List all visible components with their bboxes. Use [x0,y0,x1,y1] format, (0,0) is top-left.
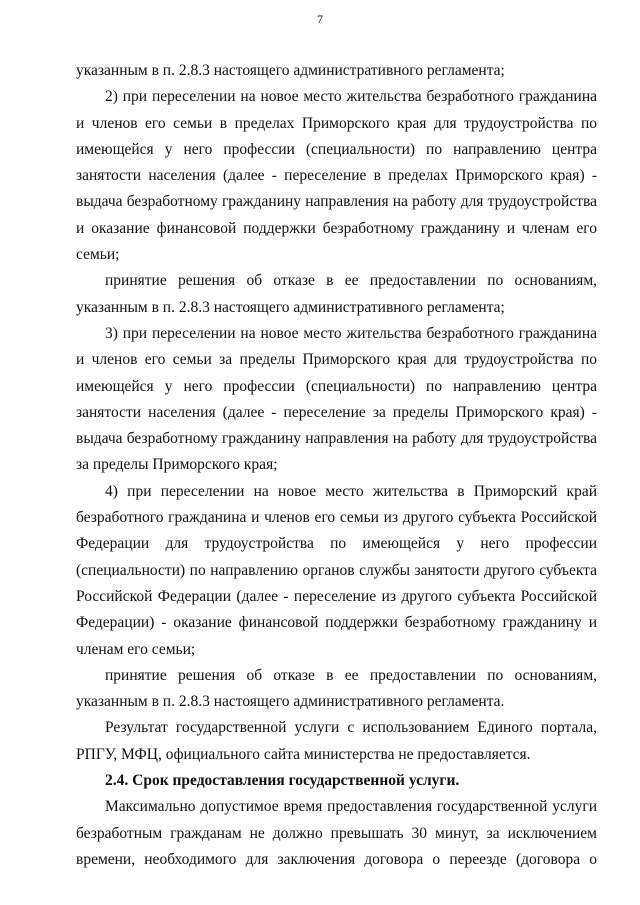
section-heading-2-4: 2.4. Срок предоставления государственной услуги. [105,772,460,790]
document-body [76,58,597,873]
paragraph-item-3: 3) при переселении на новое место жительства безработного гражданина и членов его семьи за пределы Приморского края для трудоустройства по имеющейся у него профессии (специальности) по направлению центра занятости населения (далее - переселение за пределы Приморского края) - выдача безработному гражданину направления на работу для трудоустройства за пределы Приморского края; [76,324,597,474]
paragraph-max-time: Максимально допустимое время предоставления государственной услуги безработным гражданам не должно превышать 30 минут, за исключением времени, необходимого для заключения договора о переезде (договора о [76,798,597,868]
paragraph-item-4: 4) при переселении на новое место жительства в Приморский край безработного гражданина и членов его семьи из другого субъекта Российской Федерации для трудоустройства по имеющейся у него профессии (специальности) по направлению органов службы занятости другого субъекта Российской Федерации (далее - переселение из другого субъекта Российской Федерации) - оказание финансовой поддержки безработному гражданину и членам его семьи; [76,482,597,658]
paragraph-refusal-1: принятие решения об отказе в ее предоставлении по основаниям, указанным в п. 2.8.3 настоящего административного регламента; [76,272,597,316]
paragraph-refusal-2: принятие решения об отказе в ее предоставлении по основаниям, указанным в п. 2.8.3 настоящего административного регламента. [76,666,597,711]
paragraph-continuation: указанным в п. 2.8.3 настоящего административного регламента; [76,62,505,79]
page-number: 7 [317,12,323,26]
paragraph-item-2: 2) при переселении на новое место жительства безработного гражданина и членов его семьи в пределах Приморского края для трудоустройства по имеющейся у него профессии (специальности) по направлению центра занятости населения (далее - переселение в пределах Приморского края) - выдача безработному гражданину направления на работу для трудоустройства и оказание финансовой поддержки безработному гражданину и членам его семьи; [76,88,597,264]
paragraph-result-note: Результат государственной услуги с использованием Единого портала, РПГУ, МФЦ, официального сайта министерства не предоставляется. [76,719,597,763]
